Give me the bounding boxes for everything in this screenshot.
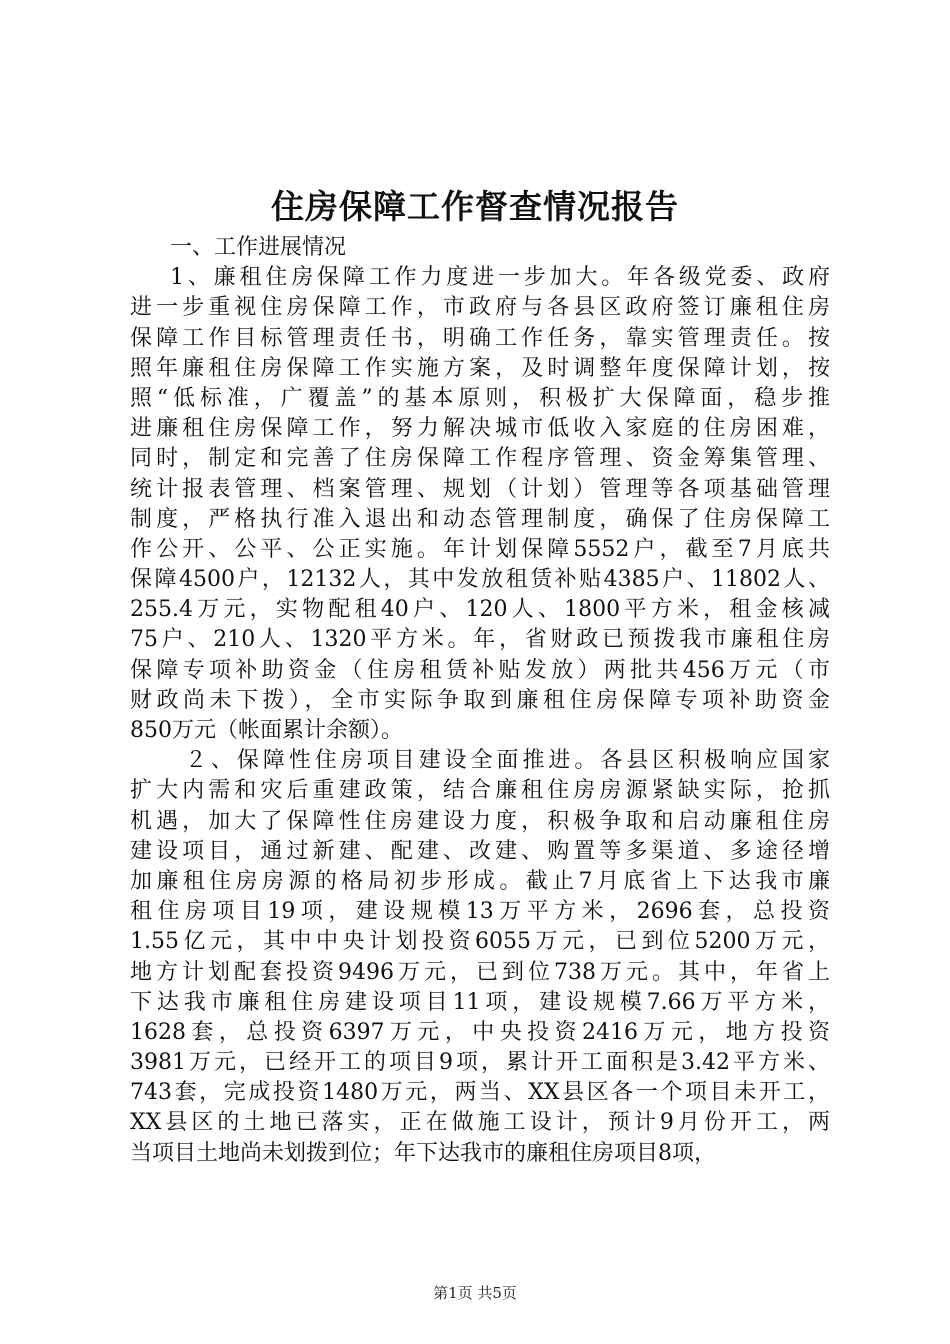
text-line: 1、廉租住房保障工作力度进一步加大。年各级党委、政府 [170, 265, 830, 291]
text-line: 照“低标准，广覆盖”的基本原则，积极扩大保障面，稳步推 [130, 385, 830, 411]
text-line: 75户、210人、1320平方米。年，省财政已预拨我市廉租住房 [130, 627, 830, 653]
text-line: 作公开、公平、公正实施。年计划保障5552户，截至7月底共 [130, 536, 830, 562]
text-line: 850万元（帐面累计余额）。 [130, 718, 403, 743]
section-heading: 一、工作进展情况 [170, 235, 347, 260]
text-line: 1.55亿元，其中中央计划投资6055万元，已到位5200万元， [130, 929, 830, 955]
text-line: 制度，严格执行准入退出和动态管理制度，确保了住房保障工 [130, 506, 830, 532]
text-line: 加廉租住房房源的格局初步形成。截止7月底省上下达我市廉 [130, 868, 830, 894]
text-line: 财政尚未下拨），全市实际争取到廉租住房保障专项补助资金 [130, 687, 830, 713]
text-line: 同时，制定和完善了住房保障工作程序管理、资金筹集管理、 [130, 446, 830, 472]
text-line: XX县区的土地已落实，正在做施工设计，预计9月份开工，两 [130, 1110, 830, 1136]
text-line: 保障工作目标管理责任书，明确工作任务，靠实管理责任。按 [130, 325, 830, 351]
text-line: 保障专项补助资金（住房租赁补贴发放）两批共456万元（市 [130, 657, 830, 683]
text-line: 地方计划配套投资9496万元，已到位738万元。其中，年省上 [130, 959, 830, 985]
paragraph-1 [130, 263, 830, 746]
text-line: 1628套，总投资6397万元，中央投资2416万元，地方投资 [130, 1019, 830, 1045]
text-line: 进一步重视住房保障工作，市政府与各县区政府签订廉租住房 [130, 295, 830, 321]
text-line: 保障4500户，12132人，其中发放租赁补贴4385户、11802人、 [130, 567, 830, 593]
text-line: 扩大内需和灾后重建政策，结合廉租住房房源紧缺实际，抢抓 [130, 778, 830, 804]
text-line: 3981万元，已经开工的项目9项，累计开工面积是3.42平方米、 [130, 1050, 830, 1076]
text-line: 照年廉租住房保障工作实施方案，及时调整年度保障计划，按 [130, 355, 830, 381]
text-line: 统计报表管理、档案管理、规划（计划）管理等各项基础管理 [130, 476, 830, 502]
text-line: 743套，完成投资1480万元，两当、XX县区各一个项目未开工， [130, 1080, 830, 1106]
text-line: 机遇，加大了保障性住房建设力度，积极争取和启动廉租住房 [130, 808, 830, 834]
text-line: 建设项目，通过新建、配建、改建、购置等多渠道、多途径增 [130, 838, 830, 864]
text-line: 进廉租住房保障工作，努力解决城市低收入家庭的住房困难， [130, 416, 830, 442]
text-line: ２、保障性住房项目建设全面推进。各县区积极响应国家 [185, 748, 830, 774]
text-line: 下达我市廉租住房建设项目11项，建设规模7.66万平方米， [130, 989, 830, 1015]
document-body [130, 233, 830, 1169]
text-line: 当项目土地尚未划拨到位；年下达我市的廉租住房项目8项， [130, 1140, 716, 1166]
document-title: 住房保障工作督查情况报告 [271, 187, 679, 226]
text-line: 租住房项目19项，建设规模13万平方米，2696套，总投资 [130, 899, 830, 925]
page-footer: 第1页 共5页 [433, 1284, 517, 1302]
paragraph-2 [130, 746, 830, 1169]
text-line: 255.4万元，实物配租40户、120人、1800平方米，租金核减 [130, 597, 830, 623]
